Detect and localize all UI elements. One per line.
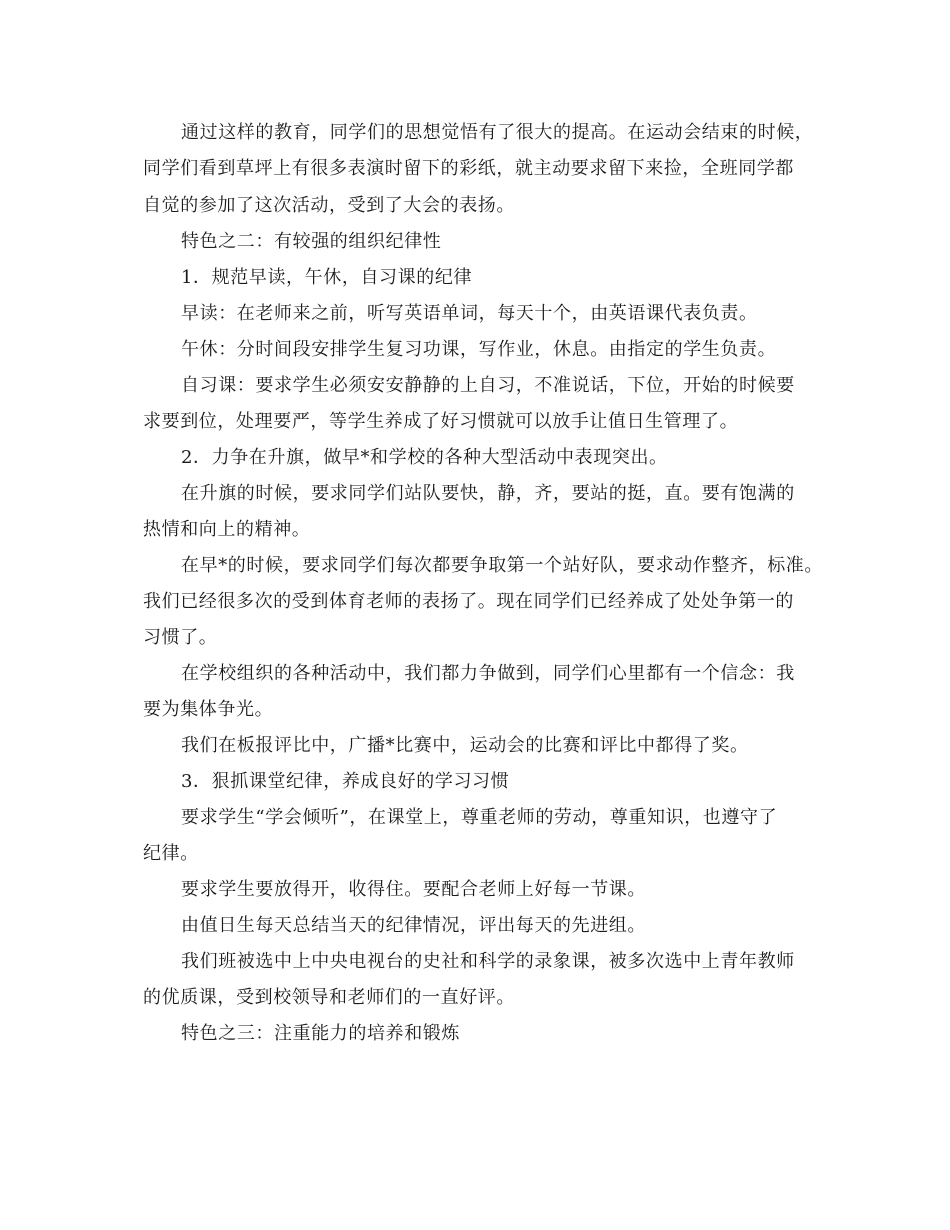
text-line: 自觉的参加了这次活动，受到了大会的表扬。 <box>143 195 515 216</box>
text-line: 在学校组织的各种活动中，我们都力争做到，同学们心里都有一个信念：我 <box>181 663 795 684</box>
text-line: 我们已经很多次的受到体育老师的表扬了。现在同学们已经养成了处处争第一的 <box>143 591 794 612</box>
text-line: 自习课：要求学生必须安安静静的上自习，不准说话，下位，开始的时候要 <box>181 375 795 396</box>
text-line: 纪律。 <box>143 843 199 864</box>
text-line: 在早*的时候，要求同学们每次都要争取第一个站好队，要求动作整齐，标准。 <box>181 555 823 576</box>
subsection-heading: 1．规范早读，午休，自习课的纪律 <box>181 267 473 288</box>
text-line: 的优质课，受到校领导和老师们的一直好评。 <box>143 987 515 1008</box>
text-line: 同学们看到草坪上有很多表演时留下的彩纸，就主动要求留下来捡，全班同学都 <box>143 158 794 179</box>
text-line: 由值日生每天总结当天的纪律情况，评出每天的先进组。 <box>181 915 646 936</box>
text-line: 要求学生“学会倾听”，在课堂上，尊重老师的劳动，尊重知识，也遵守了 <box>181 807 778 828</box>
subsection-heading: 2．力争在升旗，做早*和学校的各种大型活动中表现突出。 <box>181 447 668 468</box>
text-line: 通过这样的教育，同学们的思想觉悟有了很大的提高。在运动会结束的时候， <box>181 122 814 143</box>
text-line: 求要到位，处理要严，等学生养成了好习惯就可以放手让值日生管理了。 <box>143 411 739 432</box>
text-line: 早读：在老师来之前，听写英语单词，每天十个，由英语课代表负责。 <box>181 303 758 324</box>
text-line: 我们班被选中上中央电视台的史社和科学的录象课，被多次选中上青年教师 <box>181 951 795 972</box>
text-line: 习惯了。 <box>143 627 218 648</box>
text-line: 我们在板报评比中，广播*比赛中，运动会的比赛和评比中都得了奖。 <box>181 735 749 756</box>
text-line: 要求学生要放得开，收得住。要配合老师上好每一节课。 <box>181 879 646 900</box>
text-line: 要为集体争光。 <box>143 699 274 720</box>
text-line: 午休：分时间段安排学生复习功课，写作业，休息。由指定的学生负责。 <box>181 339 777 360</box>
text-line: 热情和向上的精神。 <box>143 519 311 540</box>
section-heading: 特色之二：有较强的组织纪律性 <box>181 231 442 252</box>
subsection-heading: 3．狠抓课堂纪律，养成良好的学习习惯 <box>181 771 510 792</box>
text-line: 在升旗的时候，要求同学们站队要快，静，齐，要站的挺，直。要有饱满的 <box>181 483 795 504</box>
section-heading: 特色之三：注重能力的培养和锻炼 <box>181 1023 460 1044</box>
